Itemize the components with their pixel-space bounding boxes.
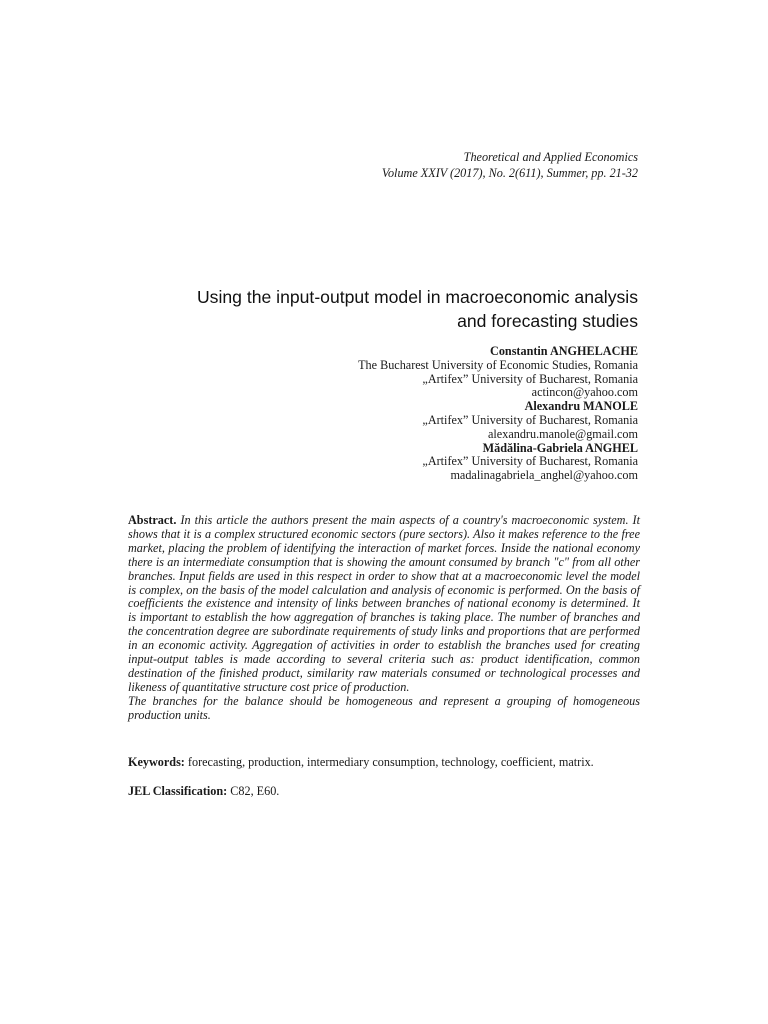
journal-issue: Volume XXIV (2017), No. 2(611), Summer, pp. 21-32 — [381, 166, 638, 180]
author-affiliation: „Artifex” University of Bucharest, Romania — [422, 371, 638, 386]
jel-section — [128, 784, 640, 798]
abstract-text-2: The branches for the balance should be homogeneous and represent a grouping of homogeneous production units. — [128, 693, 640, 722]
author-email: actincon@yahoo.com — [531, 385, 638, 400]
author-email: alexandru.manole@gmail.com — [488, 426, 638, 441]
abstract-label: Abstract. — [128, 513, 177, 527]
author-block — [358, 345, 638, 483]
author-affiliation: The Bucharest University of Economic Studies, Romania — [358, 357, 638, 372]
keywords-label: Keywords: — [128, 755, 185, 769]
abstract-text: In this article the authors present the main aspects of a country's macroeconomic system. It shows that it is a complex structured economic sectors (pure sectors). Also it makes reference to the free market, placing the problem of identifying the interaction of market forces. Inside the national economy there is an intermediate consumption that is showing the amount consumed by branch "c" from all other branches. Input fields are used in this respect in order to show that at a macroeconomic level the model is complex, on the basis of the model calculation and analysis of economic is performed. On the basis of coefficients the existence and intensity of links between branches of national economy is determined. It is important to establish the how aggregation of branches is taking place. The number of branches and the concentration degree are subordinate requirements of study links and proportions that are performed in an economic activity. Aggregation of activities in order to establish the branches used for creating input-output tables is made according to several criteria such as: product identification, common destination of the finished product, similarity raw materials consumed or technological processes and likeness of quantitative structure cost price of production. — [128, 513, 640, 694]
author-name: Mădălina-Gabriela ANGHEL — [482, 440, 638, 455]
author-email: madalinagabriela_anghel@yahoo.com — [450, 468, 638, 483]
author-affiliation: „Artifex” University of Bucharest, Romania — [422, 412, 638, 427]
author-name: Alexandru MANOLE — [524, 399, 638, 414]
abstract-paragraph — [128, 514, 640, 695]
paper-title — [118, 285, 638, 333]
keywords-section — [128, 755, 640, 769]
paper-title-line-2: and forecasting studies — [457, 311, 638, 331]
paper-title-line-1: Using the input-output model in macroeconomic analysis — [196, 287, 638, 307]
jel-text: C82, E60. — [230, 784, 280, 798]
jel-label: JEL Classification: — [128, 784, 228, 798]
author-affiliation: „Artifex” University of Bucharest, Romania — [422, 454, 638, 469]
author-name: Constantin ANGHELACHE — [490, 344, 638, 358]
journal-header — [382, 149, 638, 181]
keywords-text: forecasting, production, intermediary consumption, technology, coefficient, matrix. — [187, 755, 594, 769]
abstract-paragraph — [128, 695, 640, 723]
journal-name: Theoretical and Applied Economics — [463, 150, 638, 164]
abstract-section — [128, 514, 640, 723]
